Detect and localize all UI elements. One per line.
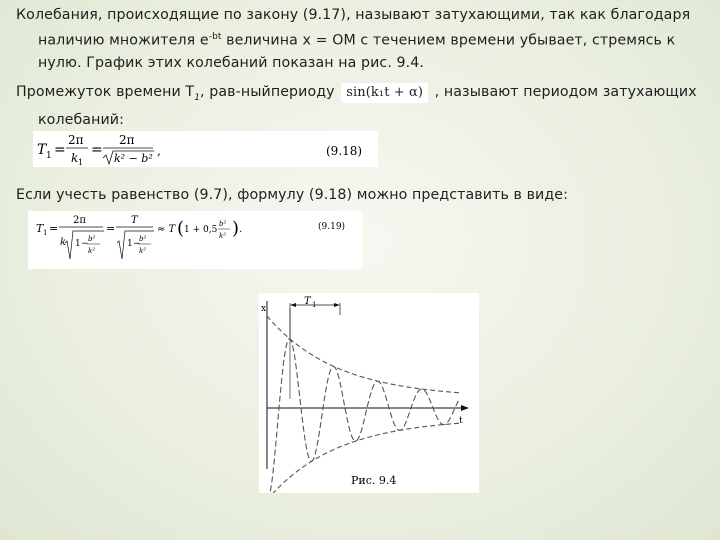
f1-tail: , <box>157 144 161 158</box>
f1-num2: 2π <box>119 133 135 147</box>
f2-minus1: − <box>81 239 89 249</box>
f2-approx: ≈ T <box>157 224 176 235</box>
paragraph1-line1: Колебания, происходящие по закону (9.17), называют затухающими, так как благодаря <box>16 7 691 23</box>
formula-9-18-svg <box>33 131 378 167</box>
paragraph3-line1: Если учесть равенство (9.7), формулу (9.18) можно представить в виде: <box>16 187 568 203</box>
f2-k2-3: k² <box>219 232 227 240</box>
paragraph-period-definition <box>16 81 706 131</box>
f1-eq2: = <box>91 142 103 158</box>
exponent-sup: -bt <box>208 32 222 42</box>
f2-tail: . <box>239 224 243 235</box>
f1-num1: 2π <box>68 133 84 147</box>
paragraph1-line2-a: наличию множителя e <box>38 32 209 49</box>
x-axis-arrow-icon <box>461 405 469 411</box>
f2-number: (9.19) <box>318 222 346 232</box>
f2-b2-2: b² <box>139 235 147 243</box>
f2-num2: T <box>131 215 138 226</box>
period-arrow-left-icon <box>290 303 296 307</box>
damped-oscillation-figure <box>259 293 479 493</box>
damped-oscillation-graph <box>259 293 479 493</box>
f2-one2: 1 <box>127 239 133 249</box>
paragraph2-line1-b: , рав-ныйпериоду <box>200 84 340 100</box>
f2-lparen: ( <box>177 218 185 239</box>
f1-den2: k² − b² <box>114 152 153 165</box>
period-arrow-right-icon <box>334 303 340 307</box>
f2-lhs-sub: 1 <box>43 229 48 237</box>
f1-den1-sub: 1 <box>78 158 84 167</box>
paragraph2-line2: колебаний: <box>38 111 124 128</box>
paragraph1-line2 <box>16 26 706 52</box>
formula-9-19 <box>28 211 362 269</box>
paragraph-substitution <box>16 184 706 206</box>
f1-den1: k <box>71 151 79 165</box>
damped-wave-curve <box>267 339 459 493</box>
f2-b2-1: b² <box>88 235 96 243</box>
period-label-sub: 1 <box>312 301 317 309</box>
formula-9-19-svg <box>28 211 362 269</box>
figure-caption: Рис. 9.4 <box>351 474 397 487</box>
f2-k2-1: k² <box>88 247 96 255</box>
f1-lhs-sub: 1 <box>46 151 52 161</box>
f2-lhs: T <box>36 222 44 235</box>
paragraph1-line2-b: величина x = ОМ с течением времени убывает, стремясь к <box>221 32 676 49</box>
period-label: T <box>304 296 311 307</box>
f2-den1-k: k <box>60 237 67 248</box>
paragraph1-line3: нулю. График этих колебаний показан на рис. 9.4. <box>38 54 425 71</box>
x-axis-label: t <box>459 416 463 426</box>
f2-paren-one: 1 + 0,5 <box>184 225 218 235</box>
f2-one1: 1 <box>75 239 81 249</box>
f2-eq1: = <box>49 222 59 235</box>
f2-rparen: ) <box>232 218 240 239</box>
inline-sine-formula: sin(k₁t + α) <box>341 83 428 103</box>
paragraph2-line1 <box>16 84 697 103</box>
f1-number: (9.18) <box>326 144 363 158</box>
paragraph2-line1-a: Промежуток времени T <box>16 84 195 100</box>
f1-lhs: T <box>37 142 47 158</box>
f2-b2-3: b² <box>219 220 227 228</box>
f2-eq2: = <box>106 222 116 235</box>
f2-minus2: − <box>133 239 141 249</box>
f2-k2-2: k² <box>139 247 147 255</box>
y-axis-label: x <box>261 304 267 314</box>
f2-num1: 2π <box>73 215 86 226</box>
formula-9-18 <box>33 131 378 167</box>
period-subscript: 1 <box>194 92 201 103</box>
f1-eq1: = <box>54 142 66 158</box>
upper-envelope <box>267 316 459 393</box>
paragraph2-line1-c: , называют периодом затухающих <box>430 84 697 100</box>
paragraph-damped-oscillations <box>16 4 706 74</box>
